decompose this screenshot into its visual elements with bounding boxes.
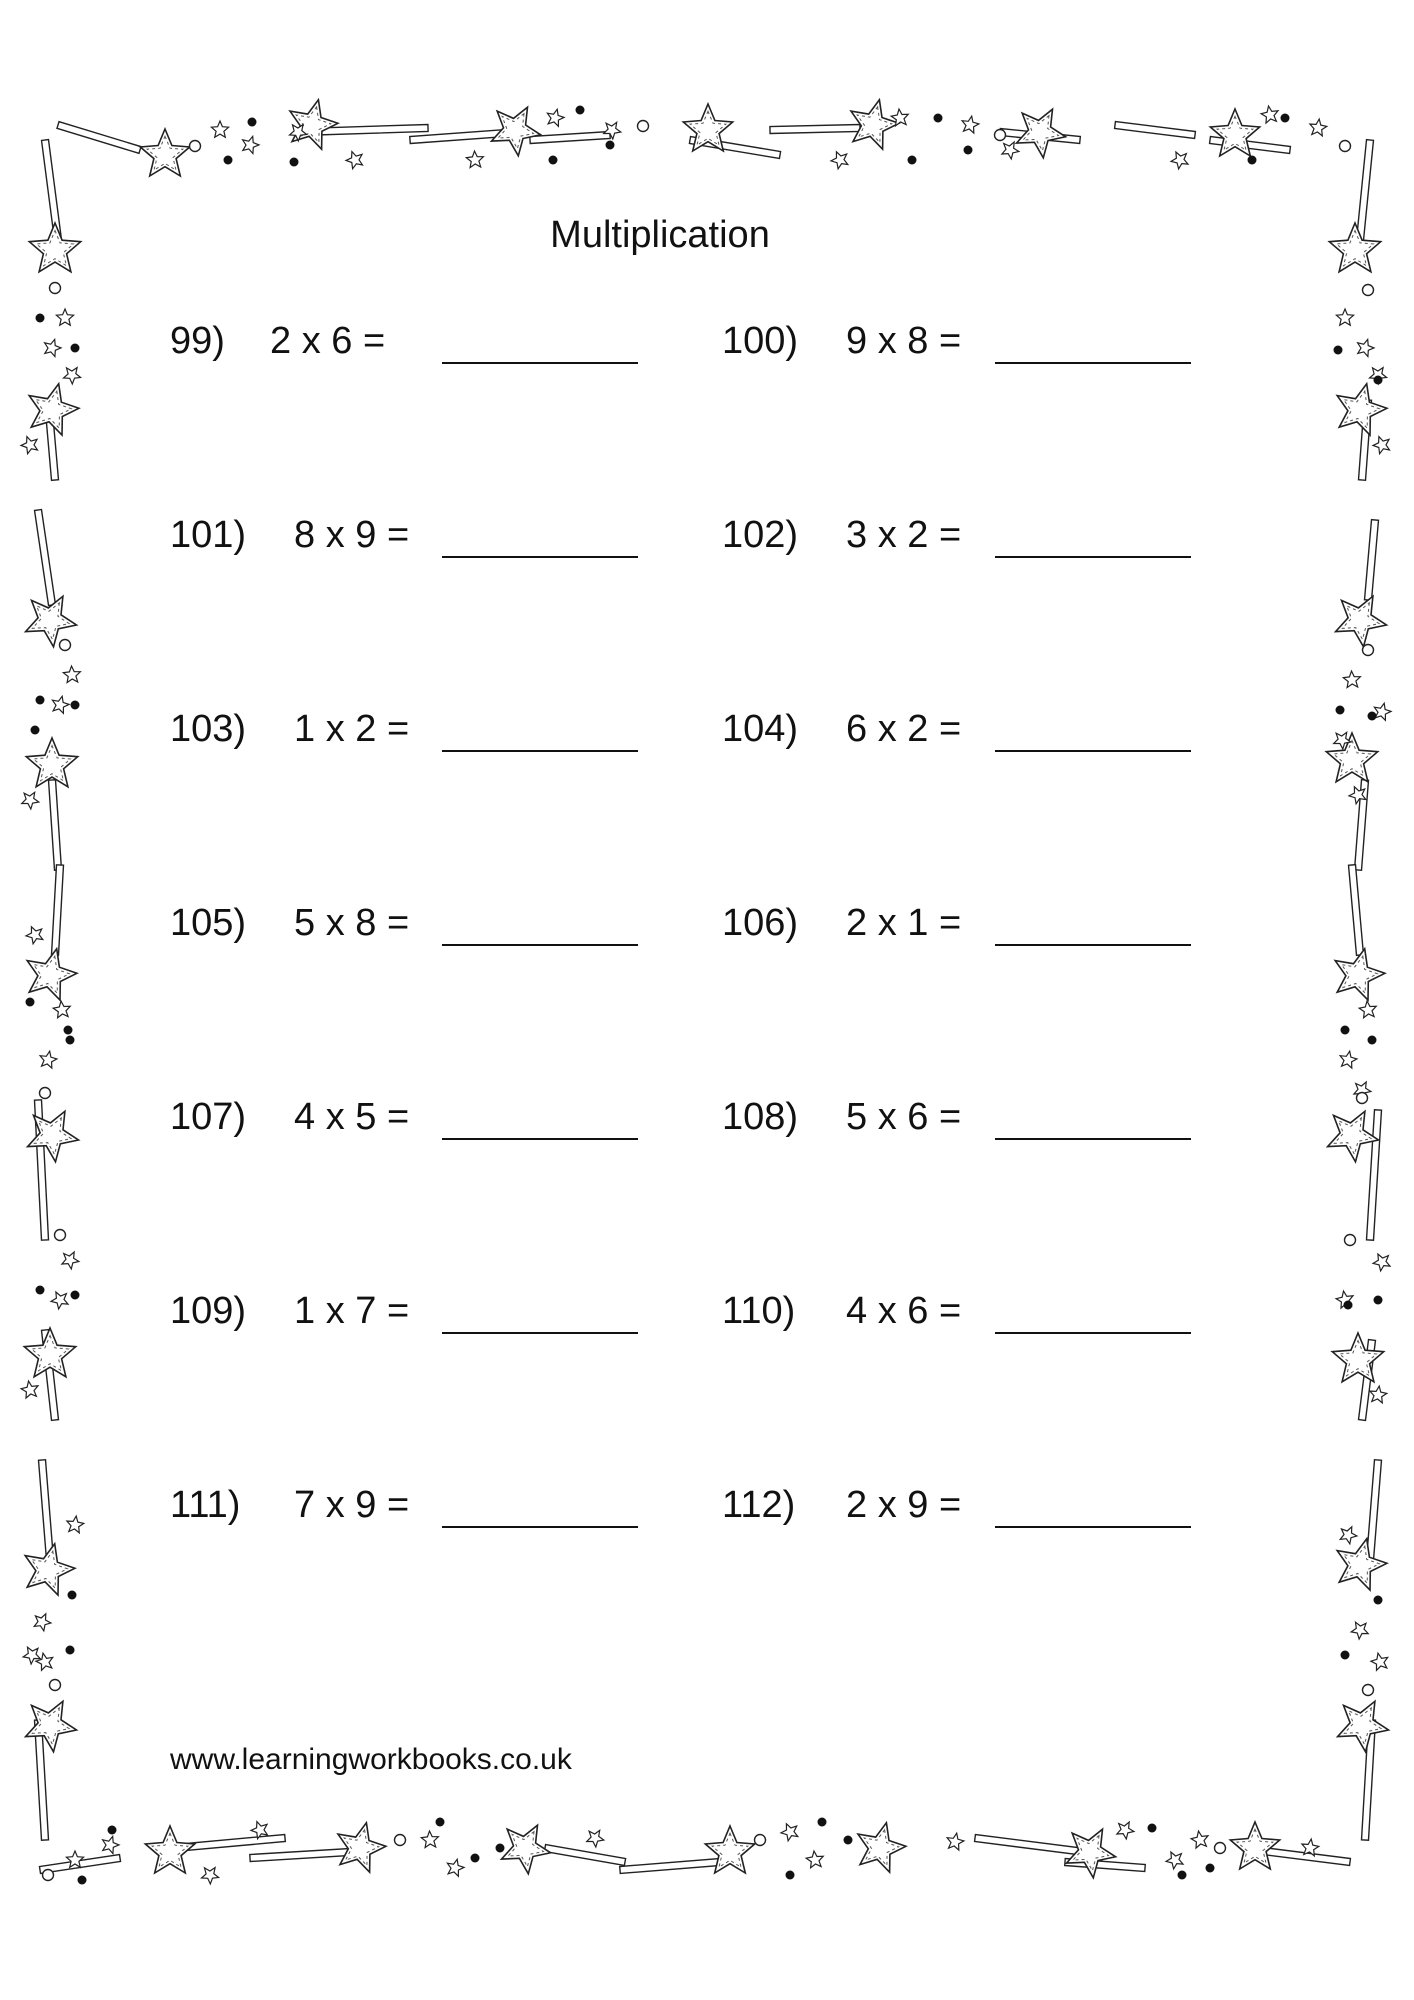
- small-star-icon: [1117, 1822, 1134, 1839]
- wand-stick-icon: [770, 125, 860, 134]
- small-star-icon: [52, 696, 69, 713]
- problem-number: 109): [170, 1290, 247, 1332]
- problem-number: 103): [170, 708, 247, 750]
- problem-expression: 5 x 6 =: [846, 1096, 962, 1138]
- small-star-icon: [1310, 119, 1327, 136]
- dot-icon: [1178, 1871, 1187, 1880]
- dot-icon: [78, 1876, 87, 1885]
- dot-icon: [786, 1871, 795, 1880]
- dot-icon: [1206, 1864, 1215, 1873]
- star-icon: [1336, 596, 1387, 647]
- dot-icon: [964, 146, 973, 155]
- small-star-icon: [64, 368, 81, 384]
- small-star-icon: [947, 1833, 964, 1850]
- small-star-icon: [1002, 142, 1019, 159]
- dot-icon: [66, 1646, 75, 1655]
- dot-icon: [71, 344, 80, 353]
- answer-line: [442, 362, 638, 364]
- problem-expression: 9 x 8 =: [846, 320, 962, 362]
- star-icon: [25, 1544, 75, 1595]
- small-star-icon: [51, 1292, 68, 1309]
- small-star-icon: [243, 136, 259, 153]
- small-star-icon: [831, 152, 848, 169]
- small-star-icon: [21, 1381, 38, 1398]
- dot-icon: [908, 156, 917, 165]
- problem-expression: 2 x 6 =: [270, 320, 386, 362]
- small-star-icon: [1340, 1051, 1357, 1068]
- small-star-icon: [466, 151, 483, 168]
- dot-icon: [1374, 1596, 1383, 1605]
- dot-icon: [1368, 712, 1377, 721]
- wand-stick-icon: [1349, 865, 1364, 956]
- dot-icon: [1148, 1824, 1157, 1833]
- dot-icon: [1368, 1036, 1377, 1045]
- dot-icon: [844, 1836, 853, 1845]
- problem-number: 111): [170, 1484, 241, 1526]
- page-title: Multiplication: [550, 214, 770, 256]
- small-star-icon: [1359, 1001, 1376, 1018]
- problem-expression: 4 x 5 =: [294, 1096, 410, 1138]
- problem-number: 108): [722, 1096, 799, 1138]
- dot-icon: [66, 1036, 75, 1045]
- answer-line: [442, 944, 638, 946]
- small-star-icon: [962, 116, 979, 133]
- answer-line: [442, 556, 638, 558]
- small-star-icon: [1370, 1386, 1387, 1403]
- website-footer: www.learningworkbooks.co.uk: [170, 1743, 572, 1776]
- small-star-icon: [1261, 106, 1278, 123]
- star-icon: [28, 1111, 79, 1162]
- dot-icon: [1334, 346, 1343, 355]
- star-icon: [338, 1823, 386, 1872]
- small-star-icon: [1371, 1653, 1388, 1670]
- dot-icon: [71, 1291, 80, 1300]
- ring-icon: [50, 283, 61, 294]
- wand-stick-icon: [39, 1460, 54, 1561]
- problem-expression: 8 x 9 =: [294, 514, 410, 556]
- answer-line: [442, 1138, 638, 1140]
- dot-icon: [818, 1818, 827, 1827]
- ring-icon: [50, 1680, 61, 1691]
- ring-icon: [55, 1230, 66, 1241]
- dot-icon: [1248, 156, 1257, 165]
- answer-line: [995, 1526, 1191, 1528]
- small-star-icon: [21, 437, 38, 454]
- ring-icon: [638, 121, 649, 132]
- small-star-icon: [1166, 1852, 1183, 1869]
- small-star-icon: [67, 1516, 84, 1533]
- wand-stick-icon: [250, 1849, 350, 1862]
- star-icon: [27, 949, 77, 1000]
- ring-icon: [395, 1835, 406, 1846]
- small-star-icon: [447, 1859, 464, 1876]
- answer-line: [995, 362, 1191, 364]
- small-star-icon: [211, 121, 228, 137]
- small-star-icon: [1171, 152, 1188, 169]
- star-icon: [26, 1701, 77, 1752]
- ring-icon: [1357, 1093, 1368, 1104]
- dot-icon: [436, 1818, 445, 1827]
- ring-icon: [755, 1835, 766, 1846]
- small-star-icon: [34, 1614, 51, 1631]
- problem-expression: 2 x 1 =: [846, 902, 962, 944]
- problem-expression: 7 x 9 =: [294, 1484, 410, 1526]
- answer-line: [442, 1526, 638, 1528]
- small-star-icon: [45, 339, 61, 356]
- problem-expression: 1 x 2 =: [294, 708, 410, 750]
- problem-number: 99): [170, 320, 225, 362]
- star-icon: [1328, 1111, 1379, 1162]
- ring-icon: [1340, 141, 1351, 152]
- wand-stick-icon: [530, 132, 610, 144]
- star-icon: [1337, 1539, 1387, 1590]
- problem-expression: 4 x 6 =: [846, 1290, 962, 1332]
- small-star-icon: [1358, 339, 1374, 356]
- problem-expression: 2 x 9 =: [846, 1484, 962, 1526]
- answer-line: [442, 1332, 638, 1334]
- ring-icon: [1363, 1685, 1374, 1696]
- problem-expression: 5 x 8 =: [294, 902, 410, 944]
- ring-icon: [1363, 645, 1374, 656]
- small-star-icon: [53, 1001, 70, 1018]
- small-star-icon: [1373, 437, 1390, 454]
- problem-number: 101): [170, 514, 247, 556]
- small-star-icon: [1374, 703, 1391, 720]
- star-icon: [858, 1823, 906, 1872]
- dot-icon: [64, 1026, 73, 1035]
- problem-number: 102): [722, 514, 799, 556]
- wand-stick-icon: [1365, 520, 1379, 601]
- wand-stick-icon: [49, 780, 62, 870]
- dot-icon: [224, 156, 233, 165]
- small-star-icon: [26, 927, 43, 944]
- answer-line: [995, 1332, 1191, 1334]
- wand-stick-icon: [1367, 1460, 1382, 1561]
- small-star-icon: [587, 1830, 604, 1847]
- dot-icon: [1341, 1026, 1350, 1035]
- wand-stick-icon: [1367, 1110, 1382, 1240]
- ring-icon: [60, 640, 71, 651]
- wand-stick-icon: [975, 1835, 1086, 1856]
- dot-icon: [36, 314, 45, 323]
- star-icon: [29, 384, 79, 435]
- ring-icon: [43, 1870, 54, 1881]
- small-star-icon: [22, 792, 39, 809]
- ring-icon: [995, 130, 1006, 141]
- dot-icon: [1374, 376, 1383, 385]
- ring-icon: [1215, 1843, 1226, 1854]
- dot-icon: [606, 141, 615, 150]
- dot-icon: [549, 156, 558, 165]
- ring-icon: [1345, 1235, 1356, 1246]
- problem-number: 106): [722, 902, 799, 944]
- dot-icon: [471, 1854, 480, 1863]
- star-icon: [1337, 384, 1387, 435]
- small-star-icon: [1340, 1527, 1357, 1544]
- dot-icon: [248, 118, 257, 127]
- small-star-icon: [1351, 1622, 1368, 1639]
- wand-stick-icon: [1357, 140, 1374, 241]
- answer-line: [995, 1138, 1191, 1140]
- dot-icon: [496, 1844, 505, 1853]
- problem-expression: 1 x 7 =: [294, 1290, 410, 1332]
- answer-line: [995, 750, 1191, 752]
- wand-stick-icon: [620, 1859, 721, 1874]
- dot-icon: [68, 1591, 77, 1600]
- problem-number: 110): [722, 1290, 796, 1332]
- problem-number: 107): [170, 1096, 247, 1138]
- small-star-icon: [421, 1831, 438, 1848]
- small-star-icon: [103, 1836, 119, 1853]
- dot-icon: [934, 114, 943, 123]
- dot-icon: [36, 1286, 45, 1295]
- small-star-icon: [346, 152, 363, 169]
- dot-icon: [1344, 1301, 1353, 1310]
- star-icon: [1335, 949, 1385, 1000]
- answer-line: [442, 750, 638, 752]
- small-star-icon: [806, 1851, 823, 1868]
- small-star-icon: [56, 309, 73, 325]
- ring-icon: [40, 1088, 51, 1099]
- dot-icon: [576, 106, 585, 115]
- dot-icon: [1374, 1296, 1383, 1305]
- small-star-icon: [40, 1051, 57, 1068]
- wand-stick-icon: [35, 509, 56, 605]
- small-star-icon: [1191, 1831, 1208, 1848]
- star-icon: [1338, 1701, 1389, 1752]
- ring-icon: [190, 141, 201, 152]
- small-star-icon: [62, 1252, 79, 1269]
- dot-icon: [290, 158, 299, 167]
- dot-icon: [31, 726, 40, 735]
- dot-icon: [71, 701, 80, 710]
- problem-number: 112): [722, 1484, 796, 1526]
- dot-icon: [108, 1826, 117, 1835]
- answer-line: [995, 556, 1191, 558]
- wand-stick-icon: [1115, 122, 1196, 139]
- small-star-icon: [63, 666, 80, 683]
- problem-number: 100): [722, 320, 799, 362]
- problem-number: 104): [722, 708, 799, 750]
- dot-icon: [1281, 114, 1290, 123]
- small-star-icon: [547, 109, 564, 126]
- wand-stick-icon: [544, 1845, 625, 1866]
- problem-expression: 3 x 2 =: [846, 514, 962, 556]
- answer-line: [995, 944, 1191, 946]
- small-star-icon: [202, 1868, 219, 1884]
- wand-stick-icon: [52, 865, 64, 955]
- small-star-icon: [1343, 671, 1360, 688]
- dot-icon: [1336, 706, 1345, 715]
- star-icon: [290, 100, 338, 149]
- small-star-icon: [781, 1824, 798, 1841]
- wand-stick-icon: [57, 122, 141, 154]
- small-star-icon: [1373, 1254, 1390, 1271]
- small-star-icon: [1336, 309, 1353, 325]
- dot-icon: [26, 998, 35, 1007]
- problem-number: 105): [170, 902, 247, 944]
- dot-icon: [1341, 1651, 1350, 1660]
- small-star-icon: [1302, 1839, 1319, 1856]
- dot-icon: [36, 696, 45, 705]
- ring-icon: [1363, 285, 1374, 296]
- star-icon: [502, 1825, 551, 1874]
- small-star-icon: [36, 1653, 53, 1670]
- problem-expression: 6 x 2 =: [846, 708, 962, 750]
